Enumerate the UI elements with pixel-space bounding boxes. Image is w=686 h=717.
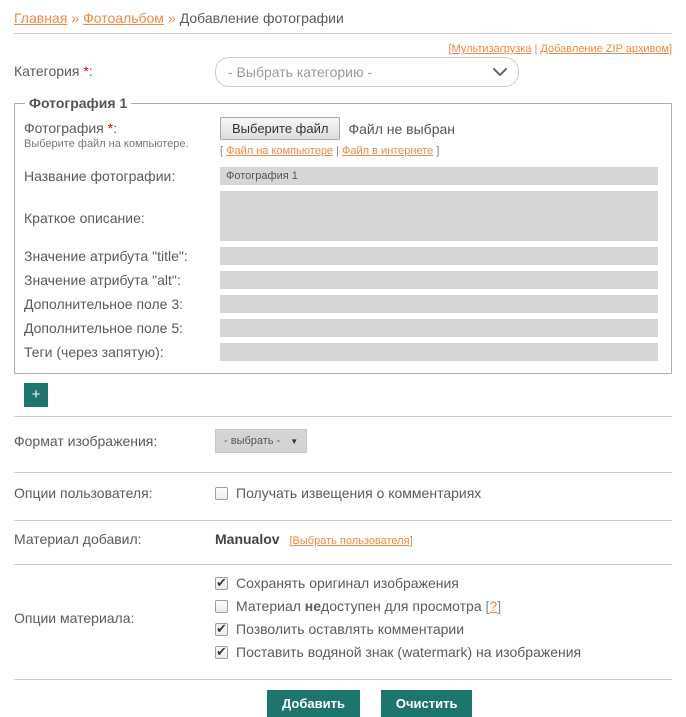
material-option <box>215 598 581 614</box>
upload-mode-links <box>14 43 672 55</box>
user-options-label: Опции пользователя: <box>14 485 153 501</box>
required-asterisk: * <box>107 120 114 136</box>
bracket: [ <box>448 43 452 55</box>
photo-1-fieldset <box>14 95 672 374</box>
file-source-links <box>220 145 658 157</box>
reset-button[interactable]: Очистить <box>381 690 473 717</box>
extra-field-3-label: Дополнительное поле 3: <box>24 296 184 312</box>
image-format-row <box>14 417 672 465</box>
bracket: [ <box>485 598 490 614</box>
added-by-label: Материал добавил: <box>14 531 142 547</box>
file-from-computer-link[interactable]: Файл на компьютере <box>226 145 334 157</box>
image-format-select[interactable] <box>215 429 307 453</box>
bracket: ] <box>668 43 672 55</box>
title-attr-input[interactable] <box>220 247 658 265</box>
added-by-username: Manualov <box>215 531 280 547</box>
material-option <box>215 644 581 660</box>
short-description-textarea[interactable] <box>220 191 658 241</box>
file-status-text: Файл не выбран <box>348 120 456 137</box>
section-divider <box>14 679 672 680</box>
bracket: ] <box>433 145 440 157</box>
added-by-row <box>14 521 672 557</box>
add-photo-block-button[interactable]: + <box>24 383 48 407</box>
form-actions <box>267 690 672 717</box>
category-select[interactable] <box>215 57 519 87</box>
material-options-row <box>14 565 672 672</box>
bracket: [ <box>220 145 227 157</box>
field-row-extra-field-5 <box>24 319 658 337</box>
tags-input[interactable] <box>220 343 658 361</box>
page-title: Добавление фотографии <box>179 10 344 26</box>
photo-file-row <box>24 117 658 157</box>
field-row-title-attr <box>24 247 658 265</box>
links-separator: | <box>531 43 541 55</box>
field-row-short-description <box>24 191 658 241</box>
photo-name-input[interactable] <box>220 167 658 185</box>
zip-upload-link[interactable]: Добавление ZIP архивом <box>540 43 669 55</box>
choose-file-button[interactable]: Выберите файл <box>220 117 340 140</box>
user-options-row <box>14 473 672 513</box>
notify-comments-checkbox[interactable] <box>215 487 228 500</box>
photo-file-label: Фотография *: Выберите файл на компьютере. <box>24 117 220 150</box>
breadcrumb-divider <box>14 33 672 34</box>
required-asterisk: * <box>83 63 89 79</box>
watermark-checkbox[interactable] <box>215 646 228 659</box>
field-row-alt-attr <box>24 271 658 289</box>
allow-comments-checkbox[interactable] <box>215 623 228 636</box>
material-options-label: Опции материала: <box>14 609 135 626</box>
extra-field-5-input[interactable] <box>220 319 658 337</box>
chevron-down-icon <box>492 67 508 77</box>
choose-user-wrap: [Выбрать пользователя] <box>289 535 413 547</box>
links-separator: | <box>333 145 343 157</box>
material-option <box>215 621 581 637</box>
help-question-link[interactable]: ? <box>489 598 498 614</box>
breadcrumb-album-link[interactable]: Фотоальбом <box>83 10 164 26</box>
dropdown-arrow-icon: ▼ <box>290 436 299 446</box>
keep-original-label: Сохранять оригинал изображения <box>236 575 459 591</box>
category-row <box>14 57 672 87</box>
breadcrumb-home-link[interactable]: Главная <box>14 10 68 26</box>
unavailable-checkbox[interactable] <box>215 600 228 613</box>
extra-field-3-input[interactable] <box>220 295 658 313</box>
file-from-internet-link[interactable]: Файл в интернете <box>342 145 434 157</box>
multiupload-link[interactable]: Мультизагрузка <box>451 43 532 55</box>
photo-name-label: Название фотографии: <box>24 168 176 184</box>
choose-user-link[interactable]: Выбрать пользователя <box>292 535 410 547</box>
field-row-extra-field-3 <box>24 295 658 313</box>
photo-1-legend: Фотография 1 <box>29 95 128 111</box>
keep-original-checkbox[interactable] <box>215 577 228 590</box>
alt-attr-input[interactable] <box>220 271 658 289</box>
image-format-value: - выбрать - <box>224 435 281 447</box>
title-attr-label: Значение атрибута "title": <box>24 248 188 264</box>
category-label: Категория *: <box>14 63 93 79</box>
field-row-tags <box>24 343 658 361</box>
watermark-label: Поставить водяной знак (watermark) на изображения <box>236 644 582 660</box>
extra-field-5-label: Дополнительное поле 5: <box>24 320 184 336</box>
photo-file-sublabel: Выберите файл на компьютере. <box>24 138 189 150</box>
allow-comments-label: Позволить оставлять комментарии <box>236 621 465 637</box>
alt-attr-label: Значение атрибута "alt": <box>24 272 181 288</box>
image-format-label: Формат изображения: <box>14 433 158 449</box>
material-option <box>215 575 581 591</box>
short-description-label: Краткое описание: <box>24 209 145 226</box>
notify-comments-label: Получать извещения о комментариях <box>236 485 482 501</box>
tags-label: Теги (через запятую): <box>24 344 164 360</box>
field-row-photo-name <box>24 167 658 185</box>
bracket: ] <box>497 598 502 614</box>
breadcrumb <box>14 10 672 26</box>
unavailable-label: Материал недоступен для просмотра [?] <box>236 598 502 614</box>
submit-button[interactable]: Добавить <box>267 690 360 717</box>
breadcrumb-separator: » <box>167 10 176 26</box>
category-select-placeholder: - Выбрать категорию - <box>228 64 373 80</box>
breadcrumb-separator: » <box>71 10 80 26</box>
